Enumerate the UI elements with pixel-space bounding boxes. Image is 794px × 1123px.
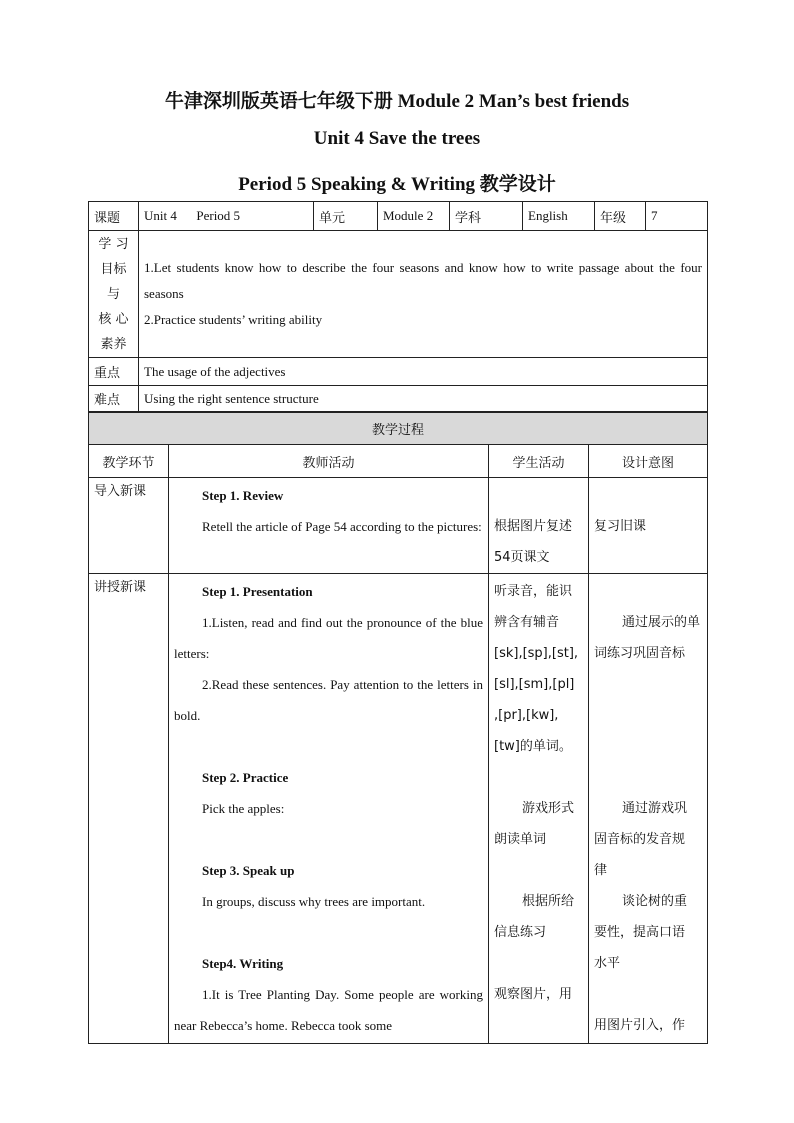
col-header-teacher: 教师活动 bbox=[169, 445, 489, 478]
step-text: 2.Read these sentences. Pay attention to the letters in bold. bbox=[174, 677, 483, 723]
student-text: 观察图片，用 bbox=[494, 987, 573, 1002]
objectives-label bbox=[89, 231, 139, 358]
grade-value: 7 bbox=[646, 202, 708, 231]
student-text: 根据所给 bbox=[522, 894, 575, 909]
design-text: 用图片引入，作 bbox=[594, 1018, 686, 1033]
student-text: 辨含有辅音 bbox=[494, 615, 560, 630]
period-title: Period 5 Speaking & Writing 教学设计 bbox=[238, 174, 556, 195]
design-text: 谈论树的重 bbox=[622, 894, 688, 909]
objective-item: 1.Let students know how to describe the four seasons and know how to write passage about the four seasons bbox=[144, 260, 702, 301]
student-text: 54页课文 bbox=[494, 550, 550, 565]
objectives-label-line: 目标 bbox=[100, 261, 127, 277]
teacher-activity-intro bbox=[169, 478, 489, 574]
objectives-label-line: 与 bbox=[106, 286, 120, 302]
objectives-label-line: 素养 bbox=[100, 336, 127, 352]
student-text: 听录音，能识 bbox=[494, 584, 573, 599]
step-text: 1.It is Tree Planting Day. Some people are working near Rebecca’s home. Rebecca took some bbox=[174, 987, 483, 1033]
stage-teach: 讲授新课 bbox=[89, 574, 169, 1044]
step-heading: Step 3. Speak up bbox=[202, 863, 295, 878]
table-row bbox=[89, 478, 708, 574]
table-row bbox=[89, 574, 708, 1044]
student-activity-teach bbox=[489, 574, 589, 1044]
unit-value: Module 2 bbox=[378, 202, 450, 231]
objectives-label-line: 核 心 bbox=[98, 311, 129, 327]
document-title: 牛津深圳版英语七年级下册 Module 2 Man’s best friends bbox=[164, 91, 630, 112]
key-point-value: The usage of the adjectives bbox=[139, 358, 708, 386]
unit-label: 单元 bbox=[314, 202, 378, 231]
student-text: [sl],[sm],[pl] bbox=[494, 677, 575, 692]
design-text: 复习旧课 bbox=[594, 519, 647, 534]
step-text: 1.Listen, read and find out the pronounce of the blue letters: bbox=[174, 615, 483, 661]
design-text: 通过展示的单 bbox=[622, 615, 701, 630]
design-text: 固音标的发音规 bbox=[594, 832, 686, 847]
objectives-content bbox=[139, 231, 708, 358]
design-text: 水平 bbox=[594, 956, 621, 971]
student-text: ,[pr],[kw], bbox=[494, 708, 559, 723]
stage-intro: 导入新课 bbox=[89, 478, 169, 574]
student-text: 游戏形式 bbox=[522, 801, 575, 816]
student-text: 信息练习 bbox=[494, 925, 547, 940]
unit-title: Unit 4 Save the trees bbox=[313, 128, 481, 149]
step-heading: Step 1. Presentation bbox=[202, 584, 313, 599]
subject-value: English bbox=[523, 202, 595, 231]
objective-item: 2.Practice students’ writing ability bbox=[144, 312, 323, 327]
col-header-student: 学生活动 bbox=[489, 445, 589, 478]
design-teach bbox=[589, 574, 708, 1044]
topic-label: 课题 bbox=[89, 202, 139, 231]
topic-value: Unit 4 Period 5 bbox=[139, 202, 314, 231]
student-text: 朗读单词 bbox=[494, 832, 547, 847]
difficult-point-label: 难点 bbox=[89, 386, 139, 412]
key-point-label: 重点 bbox=[89, 358, 139, 386]
step-text: Retell the article of Page 54 according to the pictures: bbox=[202, 519, 482, 534]
step-heading: Step 2. Practice bbox=[202, 770, 289, 785]
objectives-label-line: 学 习 bbox=[98, 236, 129, 252]
design-text: 通过游戏巩 bbox=[622, 801, 688, 816]
student-activity-intro bbox=[489, 478, 589, 574]
col-header-design: 设计意图 bbox=[589, 445, 708, 478]
step-text: In groups, discuss why trees are important. bbox=[202, 894, 426, 909]
design-text: 词练习巩固音标 bbox=[594, 646, 686, 661]
subject-label: 学科 bbox=[450, 202, 523, 231]
difficult-point-value: Using the right sentence structure bbox=[139, 386, 708, 412]
student-text: [tw]的单词。 bbox=[494, 739, 572, 754]
lesson-info-table bbox=[88, 201, 708, 412]
student-text: 根据图片复述 bbox=[494, 519, 573, 534]
process-section-title: 教学过程 bbox=[89, 413, 708, 445]
col-header-stage: 教学环节 bbox=[89, 445, 169, 478]
teacher-activity-teach bbox=[169, 574, 489, 1044]
step-text: Pick the apples: bbox=[202, 801, 285, 816]
design-text: 律 bbox=[594, 863, 608, 878]
grade-label: 年级 bbox=[595, 202, 646, 231]
student-text: [sk],[sp],[st], bbox=[494, 646, 579, 661]
teaching-process-table bbox=[88, 412, 708, 1044]
step-heading: Step4. Writing bbox=[202, 956, 284, 971]
design-intro bbox=[589, 478, 708, 574]
step-heading: Step 1. Review bbox=[202, 488, 284, 503]
design-text: 要性，提高口语 bbox=[594, 925, 686, 940]
